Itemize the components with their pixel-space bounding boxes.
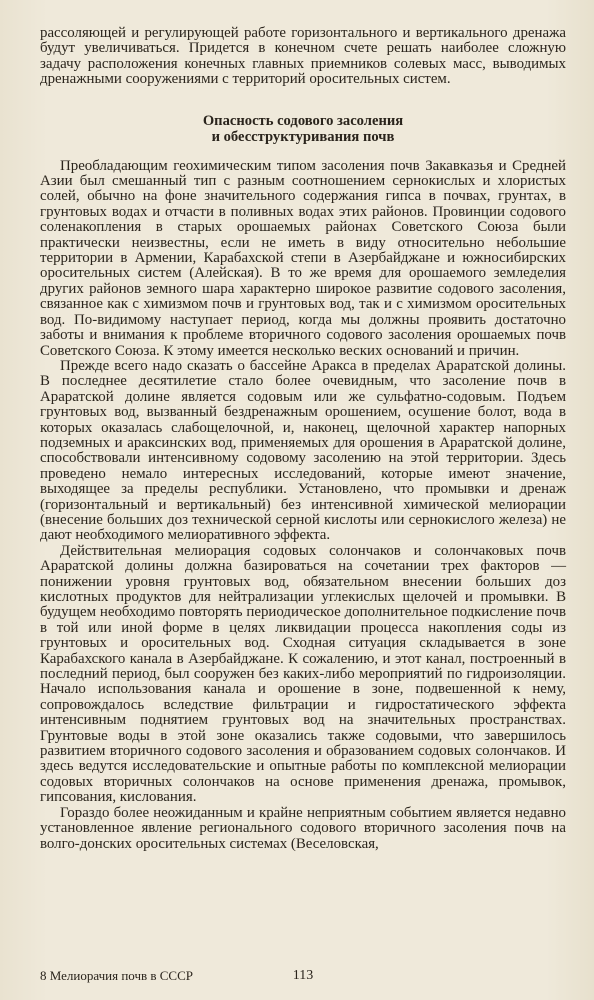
- paragraph-araks-basin: Прежде всего надо сказать о бассейне Аракса в пределах Араратской долины. В последнее десятилетие стало более очевидным, что засоление почв в Араратской долине является содовым или же сульфатно-содовым. Подъем грунтовых вод, вызванный бездренажным орошением, осушение болот, вода в которых оказалась слабощелочной, и, наконец, щелочной характер напорных подземных и араксинских вод, применяемых для орошения в Араратской долине, способствовали интенсивному содовому засолению на этой территории. Здесь проведено немало интересных исследований, которые имеют значение, выходящее за пределы республики. Установлено, что промывки и дренаж (горизонтальный и вертикальный) без интенсивной химической мелиорации (внесение больших доз технической серной кислоты или сернокислого железа) не дают необходимого мелиоративного эффекта.: [40, 357, 566, 544]
- page-footer: [40, 967, 566, 985]
- page-number: 113: [292, 968, 314, 983]
- paragraph-volga-don: Гораздо более неожиданным и крайне неприятным событием является недавно установленное явление регионального содового вторичного засоления почв на волго-донских оросительных системах (Веселовская,: [40, 804, 566, 852]
- paragraph-soda-types: Преобладающим геохимическим типом засоления почв Закавказья и Средней Азии был смешанный тип с разным соотношением сернокислых и хлористых солей, обычно на фоне значительного содержания гипса в почвах, грунтах, в грунтовых водах и отчасти в поливных водах этих районов. Провинции содового соленакопления в старых орошаемых районах Советского Союза были практически неизвестны, если не иметь в виду относительно небольшие территории в Армении, Карабахской степи в Азербайджане и южносибирских оросительных систем (Алейская). В то же время для орошаемого земледелия других районов земного шара характерно широкое развитие содового засоления, связанное как с химизмом почв и грунтовых вод, так и с химизмом оросительных вод. По-видимому наступает период, когда мы должны проявить достаточно заботы и внимания к проблеме вторичного содового засоления орошаемых почв Советского Союза. К этому имеется несколько веских оснований и причин.: [40, 157, 566, 359]
- section-heading: [40, 113, 566, 145]
- signature-note: 8 Мелиорачия почв в СССР: [40, 968, 194, 983]
- paragraph-melioration: Действительная мелиорация содовых солончаков и солончаковых почв Араратской долины должна базироваться на сочетании трех факторов — понижении уровня грунтовых вод, обязательном внесении больших доз кислотных продуктов для нейтрализации углекислых щелочей и промывки. В будущем необходимо повторять периодическое дополнительное подкисление почв в той или иной форме в целях ликвидации процесса накопления соды из грунтовых и оросительных вод. Сходная ситуация складывается в зоне Карабахского канала в Азербайджане. К сожалению, и этот канал, построенный в последний период, был сооружен без каких-либо мероприятий по гидроизоляции. Начало использования канала и орошение в зоне, подвешенной к нему, сопровождалось вследствие фильтрации и гидростатического эффекта интенсивным поднятием грунтовых вод на значительных пространствах. Грунтовые воды в этой зоне оказались также содовыми, что завершилось развитием вторичного содового засоления и образованием содовых солончаков. И здесь ведутся исследовательские и опытные работы по комплексной мелиорации содовых вторичных солончаков на основе применения дренажа, промывок, гипсования, кислования.: [40, 542, 566, 806]
- section-title-line-1: Опасность содового засоления: [202, 112, 404, 129]
- intro-paragraph: рассоляющей и регулирующей работе горизонтального и вертикального дренажа будут увеличиваться. Придется в конечном счете решать наиболее сложную задачу расположения конечных главных приемников солевых масс, выводимых дренажными сооружениями с территорий оросительных систем.: [40, 25, 566, 88]
- section-title-line-2: и обесструктуривания почв: [211, 128, 395, 145]
- page-text: [40, 26, 566, 852]
